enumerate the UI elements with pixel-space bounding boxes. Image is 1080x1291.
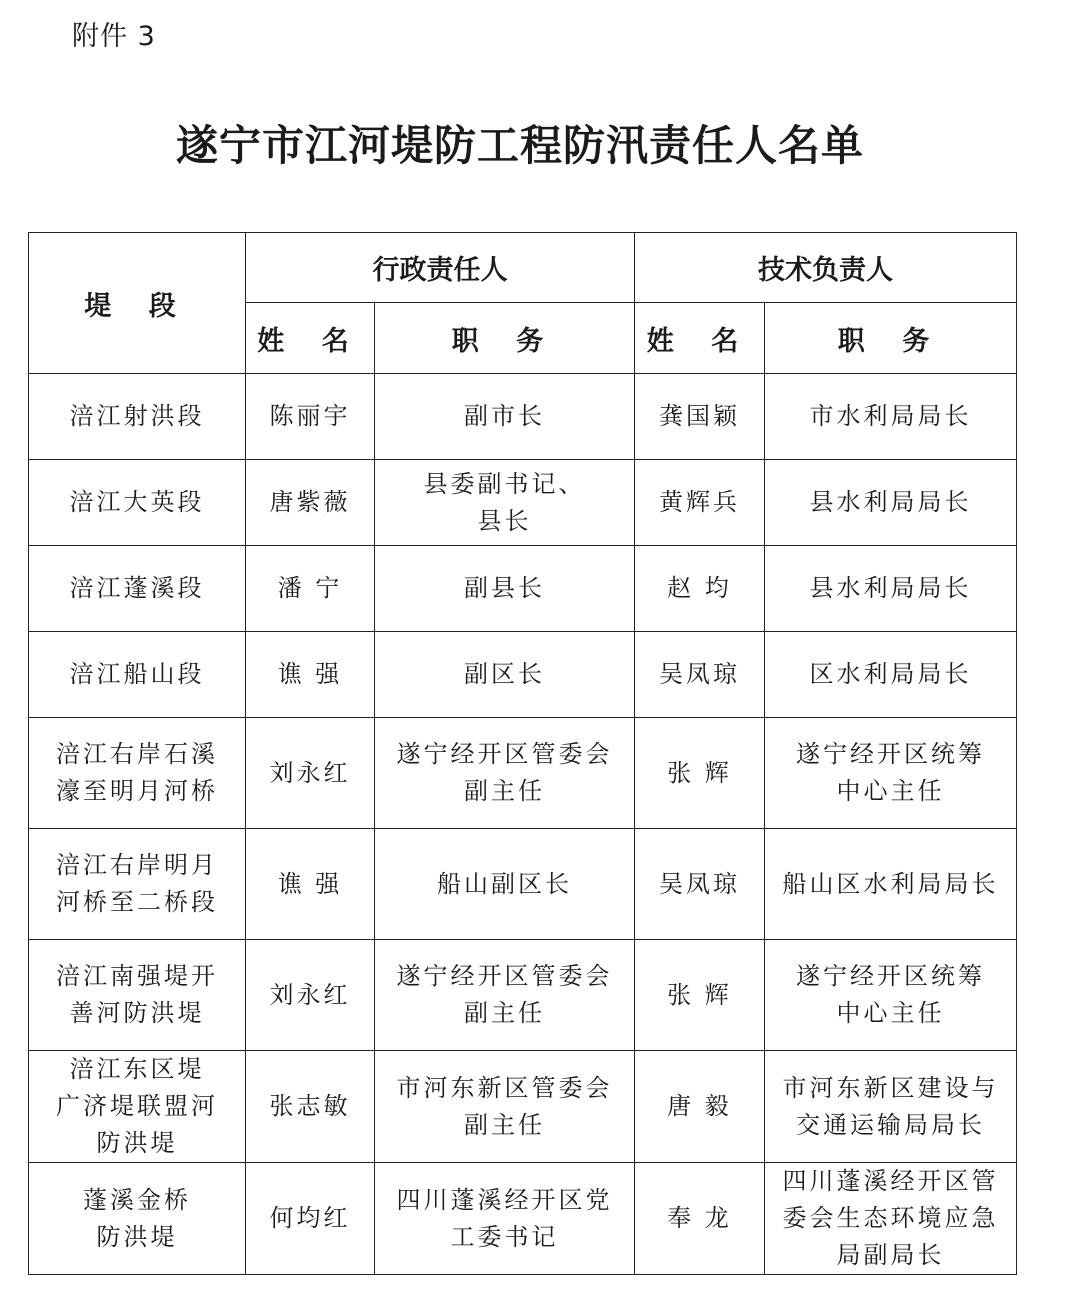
segment-cell (29, 940, 246, 1051)
responsibility-table (28, 232, 1017, 1275)
admin-duty-text: 船山副区长 (437, 869, 572, 898)
tech-duty-text: 船山区水利局局长 (782, 869, 999, 898)
admin-duty-text: 副区长 (464, 660, 545, 688)
tech-name-cell (635, 632, 765, 718)
admin-name-cell (246, 546, 375, 632)
tech-duty-cell (765, 632, 1017, 718)
segment-text: 蓬溪金桥 防洪堤 (83, 1185, 191, 1251)
admin-name-text: 张志敏 (269, 1092, 351, 1120)
tech-duty-text: 县水利局局长 (809, 488, 972, 516)
table-row (29, 1163, 1017, 1275)
admin-name-text: 刘永红 (269, 758, 351, 787)
segment-text: 涪江蓬溪段 (69, 574, 205, 602)
admin-name-cell (246, 940, 375, 1051)
segment-text: 涪江南强堤开 善河防洪堤 (56, 962, 218, 1027)
tech-duty-text: 遂宁经开区统筹 中心主任 (796, 962, 985, 1027)
tech-name-cell (635, 460, 765, 546)
admin-name-cell (246, 1163, 375, 1275)
admin-name-cell (246, 460, 375, 546)
tech-duty-cell (765, 940, 1017, 1051)
attachment-label: 附件 3 (72, 21, 156, 52)
segment-cell (29, 632, 246, 718)
tech-name-cell (635, 546, 765, 632)
admin-name-text: 谯 强 (277, 660, 343, 688)
segment-cell (29, 374, 246, 460)
tech-duty-text: 四川蓬溪经开区管 委会生态环境应急 局副局长 (782, 1167, 999, 1269)
tech-name-text: 张 辉 (667, 980, 732, 1009)
segment-cell (29, 829, 246, 940)
admin-duty-cell (375, 1051, 635, 1163)
admin-duty-cell (375, 940, 635, 1051)
header-tech-name: 姓 名 (635, 303, 765, 374)
admin-name-text: 谯 强 (277, 869, 343, 898)
admin-name-cell (246, 1051, 375, 1163)
segment-cell (29, 460, 246, 546)
header-tech-duty: 职 务 (765, 303, 1017, 374)
tech-duty-cell (765, 460, 1017, 546)
admin-duty-text: 遂宁经开区管委会 副主任 (396, 740, 613, 805)
tech-name-cell (635, 718, 765, 829)
tech-name-cell (635, 1051, 765, 1163)
admin-duty-text: 市河东新区管委会 副主任 (396, 1073, 613, 1139)
admin-name-cell (246, 718, 375, 829)
table-row (29, 718, 1017, 829)
tech-name-text: 吴凤琼 (659, 660, 740, 688)
admin-name-cell (246, 829, 375, 940)
segment-cell (29, 546, 246, 632)
admin-duty-text: 县委副书记、 县长 (423, 469, 586, 535)
tech-name-text: 奉 龙 (667, 1204, 732, 1232)
admin-name-cell (246, 374, 375, 460)
table-row (29, 940, 1017, 1051)
tech-name-text: 黄辉兵 (659, 488, 740, 516)
segment-text: 涪江右岸石溪 濠至明月河桥 (56, 740, 218, 805)
tech-name-text: 唐 毅 (667, 1092, 732, 1120)
segment-cell (29, 1163, 246, 1275)
admin-name-text: 刘永红 (269, 980, 351, 1009)
tech-duty-cell (765, 718, 1017, 829)
segment-text: 涪江右岸明月 河桥至二桥段 (56, 851, 218, 916)
admin-duty-cell (375, 374, 635, 460)
admin-duty-cell (375, 546, 635, 632)
page-title: 遂宁市江河堤防工程防汛责任人名单 (175, 121, 864, 170)
tech-name-text: 吴凤琼 (659, 869, 740, 898)
tech-duty-text: 遂宁经开区统筹 中心主任 (796, 740, 985, 805)
admin-name-cell (246, 632, 375, 718)
admin-name-text: 潘 宁 (277, 574, 343, 602)
admin-duty-text: 副市长 (464, 402, 545, 430)
segment-text: 涪江东区堤 广济堤联盟河 防洪堤 (56, 1055, 218, 1157)
tech-name-cell (635, 829, 765, 940)
segment-text: 涪江船山段 (69, 660, 205, 688)
tech-duty-text: 县水利局局长 (809, 574, 972, 602)
table-row (29, 374, 1017, 460)
tech-name-cell (635, 1163, 765, 1275)
tech-duty-cell (765, 829, 1017, 940)
table-row (29, 1051, 1017, 1163)
segment-text: 涪江射洪段 (69, 402, 205, 430)
tech-name-text: 张 辉 (667, 758, 732, 787)
tech-name-text: 赵 均 (667, 574, 732, 602)
admin-duty-text: 副县长 (464, 574, 545, 602)
tech-duty-text: 市河东新区建设与 交通运输局局长 (782, 1073, 999, 1139)
admin-name-text: 唐紫薇 (269, 488, 351, 516)
admin-name-text: 陈丽宇 (269, 402, 351, 430)
segment-cell (29, 1051, 246, 1163)
tech-name-cell (635, 374, 765, 460)
header-segment: 堤 段 (29, 233, 246, 374)
admin-duty-cell (375, 718, 635, 829)
header-admin-name: 姓 名 (246, 303, 375, 374)
admin-duty-cell (375, 632, 635, 718)
admin-duty-cell (375, 829, 635, 940)
tech-duty-cell (765, 1051, 1017, 1163)
table-row (29, 829, 1017, 940)
admin-duty-cell (375, 460, 635, 546)
table-row (29, 460, 1017, 546)
segment-text: 涪江大英段 (69, 488, 205, 516)
table-row (29, 546, 1017, 632)
header-admin-duty: 职 务 (375, 303, 635, 374)
tech-duty-cell (765, 1163, 1017, 1275)
admin-duty-text: 遂宁经开区管委会 副主任 (396, 962, 613, 1027)
tech-name-text: 龚国颖 (659, 402, 740, 430)
tech-duty-text: 市水利局局长 (809, 402, 972, 430)
header-tech-responsible: 技术负责人 (635, 233, 1017, 303)
header-admin-responsible: 行政责任人 (246, 233, 635, 303)
tech-name-cell (635, 940, 765, 1051)
tech-duty-cell (765, 546, 1017, 632)
admin-duty-text: 四川蓬溪经开区党 工委书记 (396, 1185, 613, 1251)
tech-duty-text: 区水利局局长 (809, 660, 972, 688)
segment-cell (29, 718, 246, 829)
table-row (29, 632, 1017, 718)
admin-duty-cell (375, 1163, 635, 1275)
admin-name-text: 何均红 (269, 1204, 351, 1232)
tech-duty-cell (765, 374, 1017, 460)
